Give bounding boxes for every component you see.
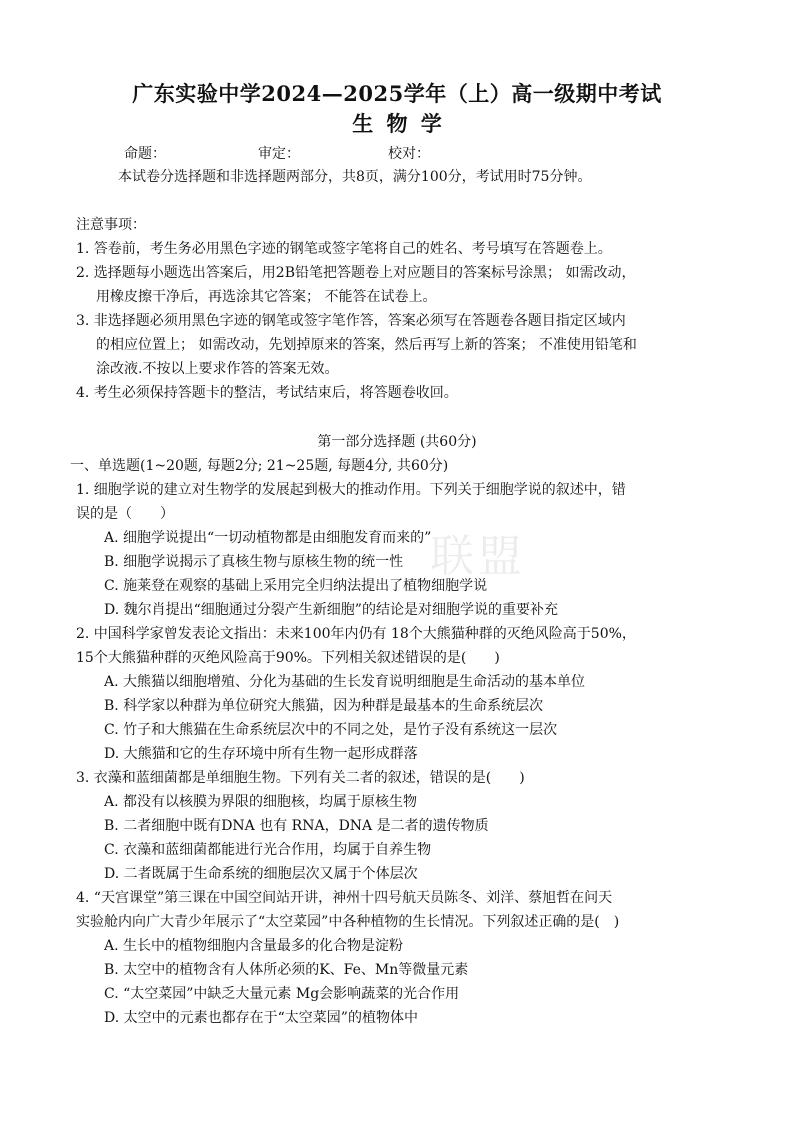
question-4-option-b: B. 太空中的植物含有人体所必须的K、Fe、Mn等微量元素 xyxy=(104,962,469,978)
question-4-stem: 实验舱内向广大青少年展示了“太空菜园”中各种植物的生长情况。下列叙述正确的是( ) xyxy=(76,914,620,930)
question-2-option-c: C. 竹子和大熊猫在生命系统层次中的不同之处，是竹子没有系统这一层次 xyxy=(104,722,558,738)
note-item: 2. 选择题每小题选出答案后，用2B铅笔把答题卷上对应题目的答案标号涂黑； 如需改动， xyxy=(76,265,636,281)
question-3-option-a: A. 都没有以核膜为界限的细胞核，均属于原核生物 xyxy=(104,794,418,810)
question-1-option-a: A. 细胞学说提出“一切动植物都是由细胞发育而来的” xyxy=(104,530,432,546)
watermark: 联盟 xyxy=(430,531,526,582)
reviewer-label: 审定： xyxy=(258,146,300,162)
question-1-option-d: D. 魏尔肖提出“细胞通过分裂产生新细胞”的结论是对细胞学说的重要补充 xyxy=(104,602,558,618)
note-item: 涂改液.不按以上要求作答的答案无效。 xyxy=(96,361,339,377)
question-3-option-d: D. 二者既属于生命系统的细胞层次又属于个体层次 xyxy=(104,866,418,882)
proposer-label: 命题： xyxy=(124,146,166,162)
subject-title: 生 物 学 xyxy=(352,111,442,136)
question-2-stem: 2. 中国科学家曾发表论文指出：未来100年内仍有 18个大熊猫种群的灭绝风险高于50%， xyxy=(76,626,636,642)
question-2-option-a: A. 大熊猫以细胞增殖、分化为基础的生长发育说明细胞是生命活动的基本单位 xyxy=(104,674,586,690)
section-heading: 第一部分选择题 (共60分) xyxy=(317,434,477,450)
note-item: 3. 非选择题必须用黑色字迹的钢笔或签字笔作答，答案必须写在答题卷各题目指定区域内 xyxy=(76,313,626,329)
question-1-stem: 1. 细胞学说的建立对生物学的发展起到极大的推动作用。下列关于细胞学说的叙述中，错 xyxy=(76,482,626,498)
question-1-option-c: C. 施莱登在观察的基础上采用完全归纳法提出了植物细胞学说 xyxy=(104,578,488,594)
question-3-stem: 3. 衣藻和蓝细菌都是单细胞生物。下列有关二者的叙述，错误的是( ) xyxy=(76,770,525,786)
question-4-option-d: D. 太空中的元素也都存在于“太空菜园”的植物体中 xyxy=(104,1010,418,1026)
proofreader-label: 校对： xyxy=(388,146,430,162)
note-item: 的相应位置上； 如需改动，先划掉原来的答案，然后再写上新的答案； 不准使用铅笔和 xyxy=(96,337,637,353)
question-2-option-b: B. 科学家以种群为单位研究大熊猫，因为种群是最基本的生命系统层次 xyxy=(104,698,544,714)
question-2-option-d: D. 大熊猫和它的生存环境中所有生物一起形成群落 xyxy=(104,746,418,762)
note-item: 4. 考生必须保持答题卡的整洁，考试结束后，将答题卷收回。 xyxy=(76,385,458,401)
exam-intro: 本试卷分选择题和非选择题两部分，共8页，满分100分，考试用时75分钟。 xyxy=(118,169,592,185)
section-subheading: 一、单选题(1~20题, 每题2分; 21~25题, 每题4分, 共60分) xyxy=(70,458,449,474)
question-4-option-c: C. “太空菜园”中缺乏大量元素 Mg会影响蔬菜的光合作用 xyxy=(104,986,460,1002)
question-1-stem: 误的是（ ） xyxy=(76,506,174,522)
question-4-stem: 4. “天宫课堂”第三课在中国空间站开讲，神州十四号航天员陈冬、刘洋、蔡旭哲在问天 xyxy=(76,890,613,906)
exam-title: 广东实验中学2024—2025学年（上）高一级期中考试 xyxy=(132,81,662,106)
question-3-option-c: C. 衣藻和蓝细菌都能进行光合作用，均属于自养生物 xyxy=(104,842,432,858)
question-3-option-b: B. 二者细胞中既有DNA 也有 RNA，DNA 是二者的遗传物质 xyxy=(104,818,489,834)
question-4-option-a: A. 生长中的植物细胞内含量最多的化合物是淀粉 xyxy=(104,938,404,954)
note-item: 用橡皮擦干净后，再选涂其它答案； 不能答在试卷上。 xyxy=(96,289,437,305)
notes-heading: 注意事项： xyxy=(76,217,146,233)
question-1-option-b: B. 细胞学说揭示了真核生物与原核生物的统一性 xyxy=(104,554,404,570)
note-item: 1. 答卷前，考生务必用黑色字迹的钢笔或签字笔将自己的姓名、考号填写在答题卷上。 xyxy=(76,241,612,257)
question-2-stem: 15个大熊猫种群的灭绝风险高于90%。下列相关叙述错误的是( ) xyxy=(76,650,500,666)
